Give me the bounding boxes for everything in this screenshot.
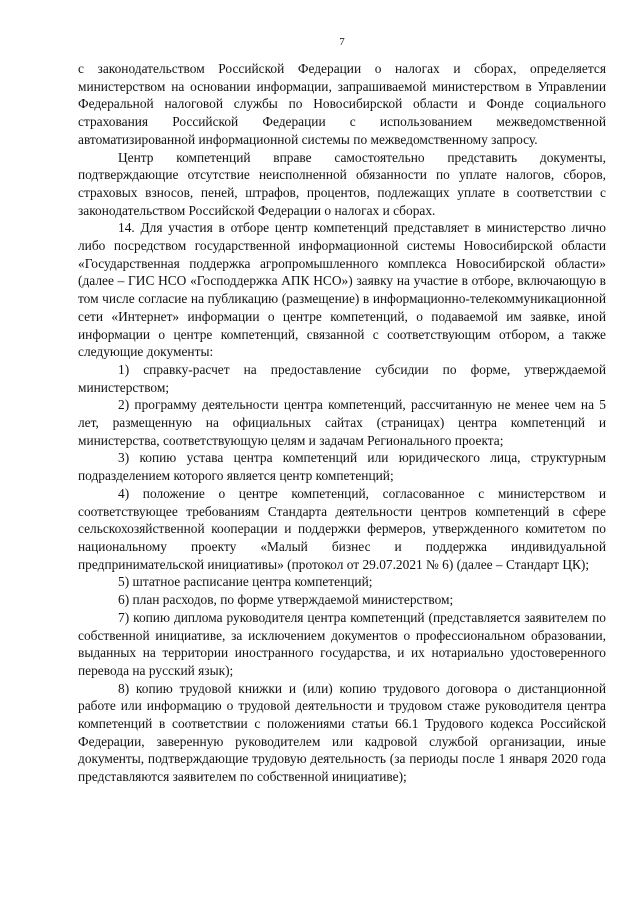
paragraph: 2) программу деятельности центра компетенций, рассчитанную не менее чем на 5 лет, размещенную на официальных сайтах (страницах) центра компетенций и министерства, соответствующую целям и задачам Регионального проекта; (78, 397, 606, 448)
paragraph: 8) копию трудовой книжки и (или) копию трудового договора о дистанционной работе или информацию о трудовой деятельности и трудовом стаже руководителя центра компетенций в соответствии с положениями статьи 66.1 Трудового кодекса Российской Федерации, заверенную руководителем или кадровой службой организации, иные документы, подтверждающие трудовую деятельность (за периоды после 1 января 2020 года представляются заявителем по собственной инициативе); (78, 680, 606, 785)
paragraph: с законодательством Российской Федерации о налогах и сборах, определяется министерством на основании информации, запрашиваемой министерством в Управлении Федеральной налоговой службы по Новосибирской области и Фонде социального страхования Российской Федерации с использованием межведомственной автоматизированной информационной системы по межведомственному запросу. (78, 61, 606, 147)
paragraph: 5) штатное расписание центра компетенций; (118, 574, 373, 590)
page-number: 7 (339, 36, 345, 48)
paragraph: Центр компетенций вправе самостоятельно представить документы, подтверждающие отсутствие неисполненной обязанности по уплате налогов, сборов, страховых взносов, пеней, штрафов, процентов, подлежащих уплате в соответствии с законодательством Российской Федерации о налогах и сборах. (78, 149, 606, 218)
paragraph: 14. Для участия в отборе центр компетенций представляет в министерство лично либо посредством государственной информационной системы Новосибирской области «Государственная поддержка агропромышленного комплекса Новосибирской области» (далее – ГИС НСО «Господдержка АПК НСО») заявку на участие в отборе, включающую в том числе согласие на публикацию (размещение) в информационно-телекоммуникационной сети «Интернет» информации о центре компетенций, о подаваемой им заявке, иной информации о центре компетенций, связанной с соответствующим отбором, а также следующие документы: (78, 220, 606, 360)
paragraph: 4) положение о центре компетенций, согласованное с министерством и соответствующее требованиям Стандарта деятельности центров компетенций в сфере сельскохозяйственной кооперации и поддержки фермеров, утвержденного комитетом по национальному проекту «Малый бизнес и поддержка индивидуальной предпринимательской инициативы» (протокол от 29.07.2021 № 6) (далее – Стандарт ЦК); (78, 485, 606, 572)
document-body (78, 60, 606, 786)
paragraph: 7) копию диплома руководителя центра компетенций (представляется заявителем по собственной инициативе, за исключением документов о профессиональном образовании, выданных на территории иностранного государства, и их нотариально удостоверенного перевода на русский язык); (78, 609, 606, 678)
paragraph: 6) план расходов, по форме утверждаемой министерством; (118, 592, 454, 608)
paragraph: 3) копию устава центра компетенций или юридического лица, структурным подразделением которого является центр компетенций; (78, 450, 606, 484)
paragraph: 1) справку-расчет на предоставление субсидии по форме, утверждаемой министерством; (78, 361, 606, 395)
